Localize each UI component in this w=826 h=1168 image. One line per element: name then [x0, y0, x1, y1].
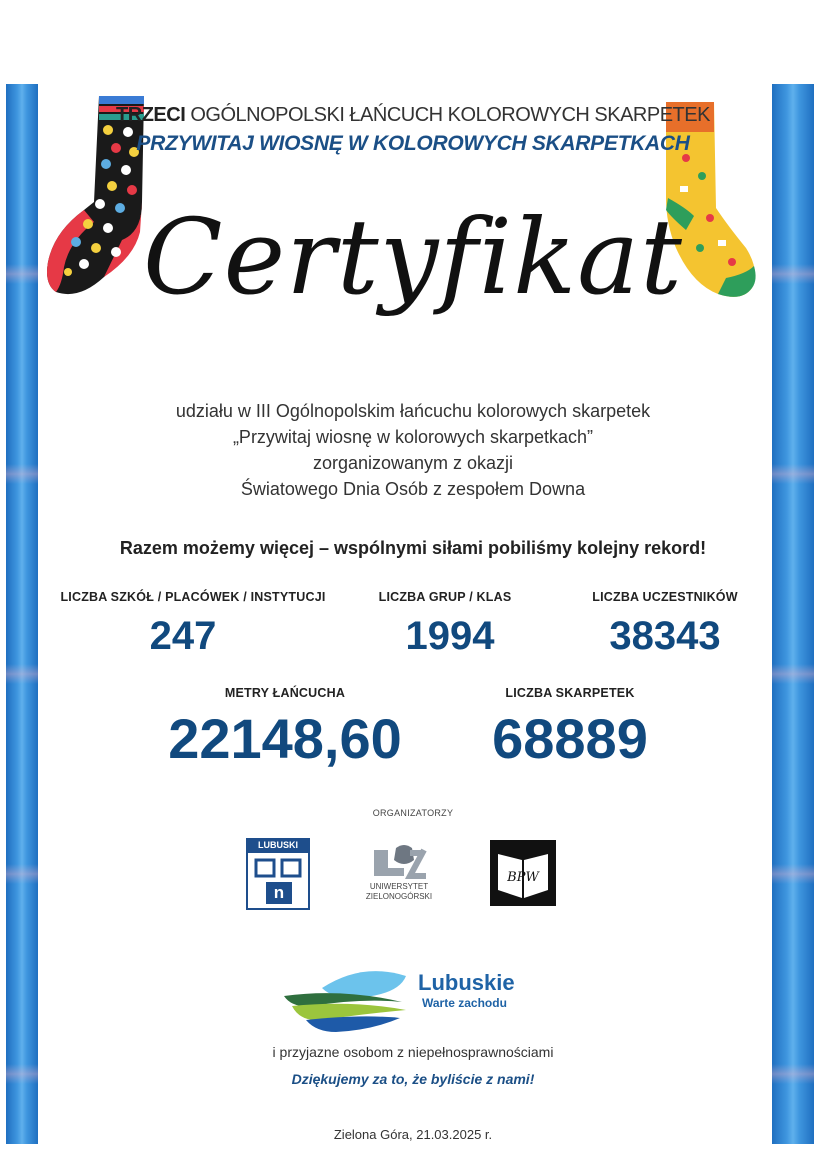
lubuskie-brand: [418, 970, 515, 1010]
chain-value: 22148,60: [168, 707, 402, 770]
bpw-logo: [490, 840, 556, 906]
groups-label: LICZBA GRUP / KLAS: [378, 590, 512, 604]
lubuskie-tagline: Warte zachodu: [422, 996, 507, 1010]
schools-label: LICZBA SZKÓŁ / PLACÓWEK / INSTYTUCJI: [60, 590, 326, 604]
lubuski-logo-letter: n: [273, 883, 285, 902]
chain-label: METRY ŁAŃCUCHA: [224, 686, 346, 700]
socks-label: LICZBA SKARPETEK: [505, 686, 635, 700]
lubuski-logo: [246, 838, 310, 910]
place-and-date: Zielona Góra, 21.03.2025 r.: [333, 1127, 493, 1142]
lubuskie-swoosh-icon: [282, 962, 412, 1034]
bpw-logo-text: BPW: [507, 870, 539, 885]
schools-value: 247: [149, 614, 217, 658]
participants-label: LICZBA UCZESTNIKÓW: [592, 590, 738, 604]
thanks-note: Dziękujemy za to, że byliście z nami!: [291, 1071, 535, 1087]
participants-value: 38343: [609, 614, 721, 658]
event-subtitle: PRZYWITAJ WIOSNĘ W KOLOROWYCH SKARPETKACH: [136, 132, 690, 155]
certificate-body: [0, 398, 826, 502]
body-line-3: zorganizowanym z okazji: [312, 453, 514, 473]
body-line-1: udziału w III Ogólnopolskim łańcuchu kolorowych skarpetek: [175, 401, 651, 421]
friendly-note: i przyjazne osobom z niepełnosprawnościami: [272, 1044, 554, 1060]
lubuski-logo-text: LUBUSKI: [258, 840, 298, 850]
slogan: Razem możemy więcej – wspólnymi siłami pobiliśmy kolejny rekord!: [119, 538, 707, 558]
body-line-4: Światowego Dnia Osób z zespołem Downa: [240, 479, 586, 499]
event-ordinal: TRZECI: [116, 104, 186, 126]
uniwersytet-zielonogorski-logo: [354, 842, 444, 908]
uz-logo-line2: ZIELONOGÓRSKI: [365, 892, 433, 901]
groups-value: 1994: [405, 614, 495, 658]
event-series-title: [0, 104, 826, 127]
lubuskie-name: Lubuskie: [418, 970, 515, 995]
socks-value: 68889: [492, 707, 648, 770]
organizers-label: ORGANIZATORZY: [372, 808, 454, 818]
certificate-title: Certyfikat: [143, 196, 683, 318]
body-line-2: „Przywitaj wiosnę w kolorowych skarpetkach”: [232, 427, 594, 447]
event-name: OGÓLNOPOLSKI ŁAŃCUCH KOLOROWYCH SKARPETEK: [190, 104, 710, 126]
uz-logo-line1: UNIWERSYTET: [369, 882, 429, 891]
eagle-emblem-icon: [354, 842, 444, 882]
